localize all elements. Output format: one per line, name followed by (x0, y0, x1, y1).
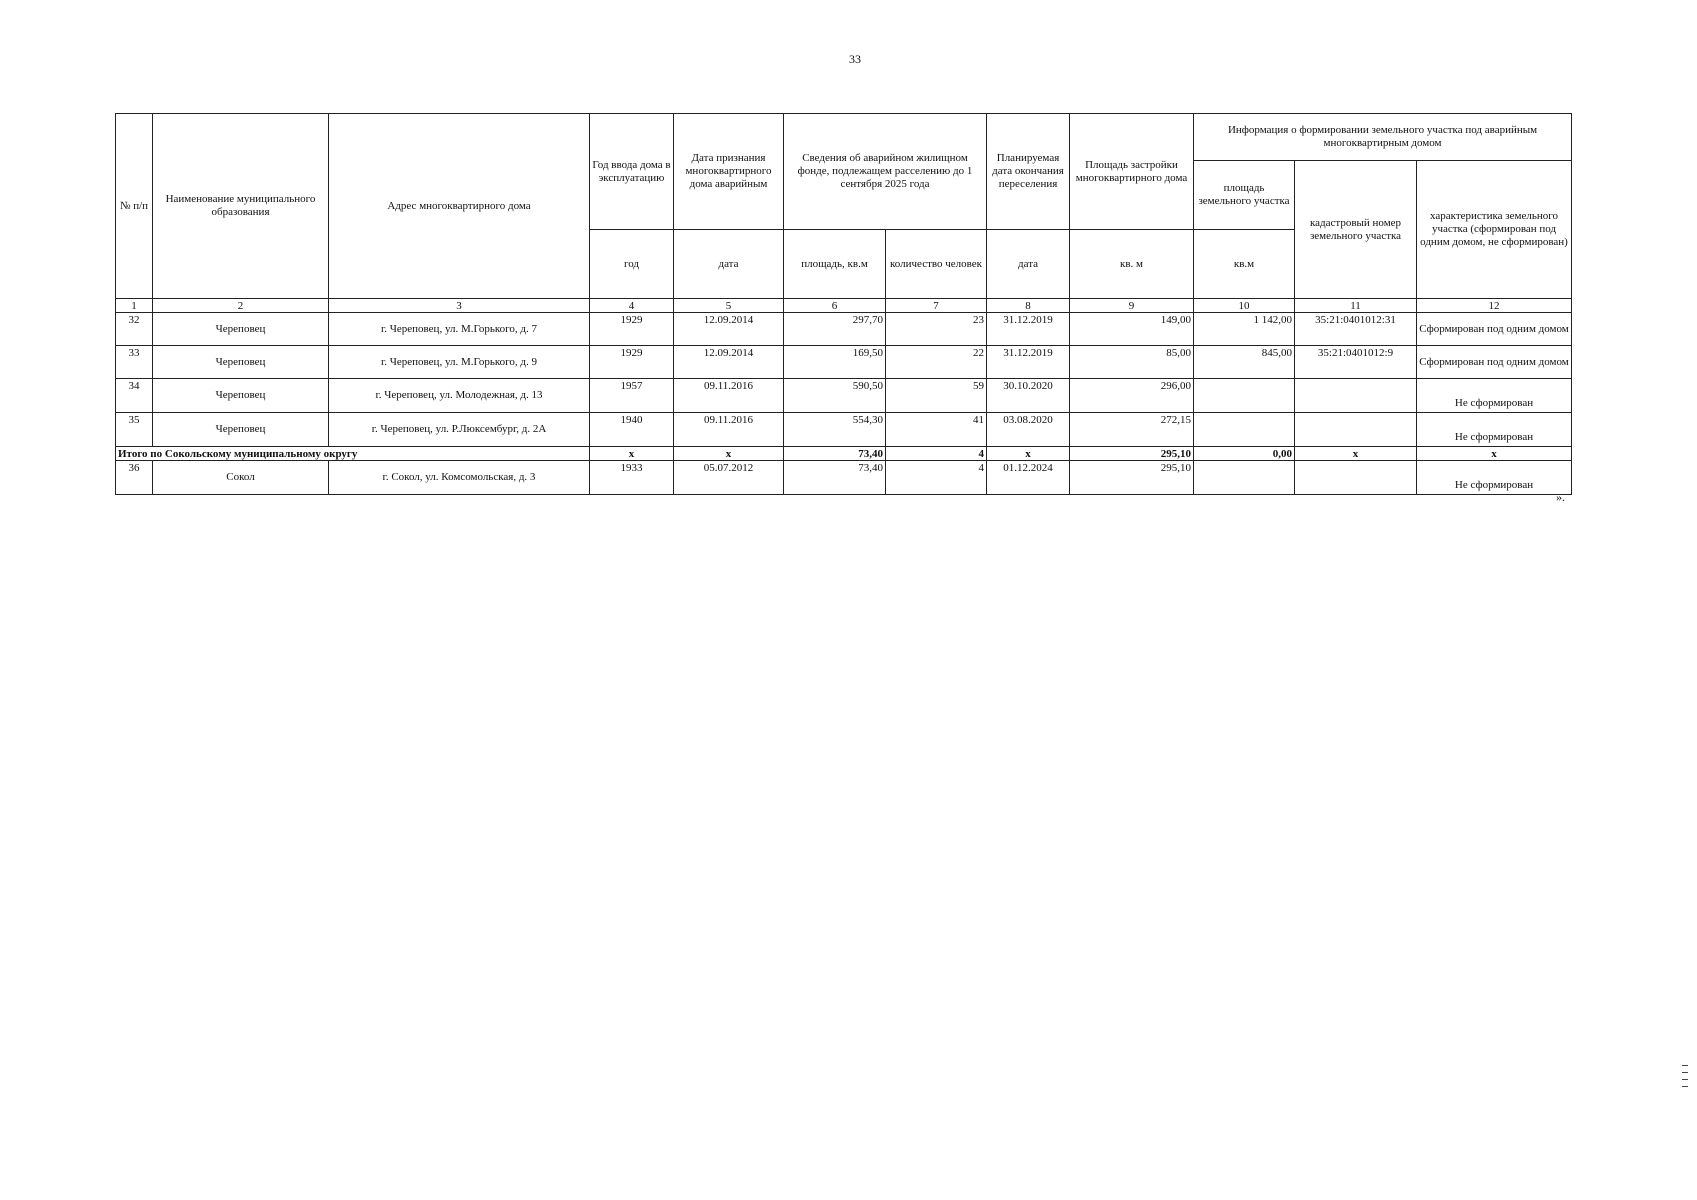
cell-land-area (1194, 461, 1295, 495)
cell-land-area: 845,00 (1194, 346, 1295, 379)
margin-tick-marks (1682, 1065, 1688, 1097)
subheader-people: количество человек (886, 230, 987, 299)
cell-area: 554,30 (784, 413, 886, 447)
cell-date: 09.11.2016 (674, 413, 784, 447)
subheader-land-sqm: кв.м (1194, 230, 1295, 299)
header-num: № п/п (116, 114, 153, 299)
cell-address: г. Череповец, ул. Молодежная, д. 13 (329, 379, 590, 413)
cell-year: 1929 (590, 346, 674, 379)
cell-date: 12.09.2014 (674, 346, 784, 379)
cell-address: г. Сокол, ул. Комсомольская, д. 3 (329, 461, 590, 495)
cell-area: 590,50 (784, 379, 886, 413)
total-date: x (674, 447, 784, 461)
header-date-recognized: Дата признания многоквартирного дома аварийным (674, 114, 784, 230)
column-number: 12 (1417, 299, 1572, 313)
column-number: 7 (886, 299, 987, 313)
cell-building-area: 272,15 (1070, 413, 1194, 447)
cell-year: 1940 (590, 413, 674, 447)
cell-building-area: 295,10 (1070, 461, 1194, 495)
cell-people: 59 (886, 379, 987, 413)
column-number: 9 (1070, 299, 1194, 313)
cell-area: 73,40 (784, 461, 886, 495)
cell-building-area: 149,00 (1070, 313, 1194, 346)
header-planned-date: Планируемая дата окончания переселения (987, 114, 1070, 230)
cell-land-area (1194, 379, 1295, 413)
cell-area: 297,70 (784, 313, 886, 346)
cell-land-char: Не сформирован (1417, 461, 1572, 495)
header-land-info: Информация о формировании земельного участка под аварийным многоквартирным домом (1194, 114, 1572, 161)
cell-cadastral (1295, 413, 1417, 447)
cell-land-char: Сформирован под одним домом (1417, 313, 1572, 346)
header-building-area: Площадь застройки многоквартирного дома (1070, 114, 1194, 230)
cell-municipality: Череповец (153, 313, 329, 346)
cell-land-area: 1 142,00 (1194, 313, 1295, 346)
column-number: 11 (1295, 299, 1417, 313)
cell-municipality: Череповец (153, 379, 329, 413)
total-land-char: x (1417, 447, 1572, 461)
column-number: 4 (590, 299, 674, 313)
cell-year: 1929 (590, 313, 674, 346)
cell-land-char: Не сформирован (1417, 379, 1572, 413)
cell-land-area (1194, 413, 1295, 447)
cell-address: г. Череповец, ул. М.Горького, д. 9 (329, 346, 590, 379)
cell-num: 35 (116, 413, 153, 447)
cell-date: 05.07.2012 (674, 461, 784, 495)
cell-municipality: Сокол (153, 461, 329, 495)
total-building-area: 295,10 (1070, 447, 1194, 461)
column-number: 5 (674, 299, 784, 313)
cell-planned-date: 31.12.2019 (987, 346, 1070, 379)
cell-cadastral: 35:21:0401012:9 (1295, 346, 1417, 379)
cell-num: 36 (116, 461, 153, 495)
cell-planned-date: 01.12.2024 (987, 461, 1070, 495)
cell-building-area: 296,00 (1070, 379, 1194, 413)
cell-people: 23 (886, 313, 987, 346)
subheader-building-sqm: кв. м (1070, 230, 1194, 299)
total-cadastral: x (1295, 447, 1417, 461)
cell-planned-date: 31.12.2019 (987, 313, 1070, 346)
emergency-housing-table-wrap (115, 113, 1571, 495)
subheader-area: площадь, кв.м (784, 230, 886, 299)
total-label: Итого по Сокольскому муниципальному округу (116, 447, 590, 461)
total-year: x (590, 447, 674, 461)
cell-people: 41 (886, 413, 987, 447)
table-row (116, 313, 1572, 346)
column-number: 1 (116, 299, 153, 313)
cell-people: 4 (886, 461, 987, 495)
cell-cadastral (1295, 379, 1417, 413)
cell-num: 33 (116, 346, 153, 379)
subheader-date: дата (674, 230, 784, 299)
header-land-char: характеристика земельного участка (сформирован под одним домом, не сформирован) (1417, 161, 1572, 299)
cell-year: 1933 (590, 461, 674, 495)
cell-address: г. Череповец, ул. Р.Люксембург, д. 2А (329, 413, 590, 447)
cell-people: 22 (886, 346, 987, 379)
cell-municipality: Череповец (153, 413, 329, 447)
header-cadastral: кадастровый номер земельного участка (1295, 161, 1417, 299)
cell-date: 12.09.2014 (674, 313, 784, 346)
subheader-year: год (590, 230, 674, 299)
table-row (116, 413, 1572, 447)
total-row (116, 447, 1572, 461)
total-planned-date: x (987, 447, 1070, 461)
column-number: 8 (987, 299, 1070, 313)
cell-municipality: Череповец (153, 346, 329, 379)
total-people: 4 (886, 447, 987, 461)
cell-address: г. Череповец, ул. М.Горького, д. 7 (329, 313, 590, 346)
total-area: 73,40 (784, 447, 886, 461)
column-number: 3 (329, 299, 590, 313)
cell-land-char: Не сформирован (1417, 413, 1572, 447)
cell-date: 09.11.2016 (674, 379, 784, 413)
total-land-area: 0,00 (1194, 447, 1295, 461)
page-number: 33 (849, 52, 861, 66)
header-address: Адрес многоквартирного дома (329, 114, 590, 299)
subheader-planned-date: дата (987, 230, 1070, 299)
header-municipality: Наименование муниципального образования (153, 114, 329, 299)
column-number: 2 (153, 299, 329, 313)
table-row (116, 379, 1572, 413)
cell-planned-date: 03.08.2020 (987, 413, 1070, 447)
cell-cadastral (1295, 461, 1417, 495)
header-fund-info: Сведения об аварийном жилищном фонде, подлежащем расселению до 1 сентября 2025 года (784, 114, 987, 230)
table-row (116, 461, 1572, 495)
column-number-row (116, 299, 1572, 313)
column-number: 10 (1194, 299, 1295, 313)
cell-land-char: Сформирован под одним домом (1417, 346, 1572, 379)
table-row (116, 346, 1572, 379)
cell-num: 34 (116, 379, 153, 413)
cell-year: 1957 (590, 379, 674, 413)
cell-planned-date: 30.10.2020 (987, 379, 1070, 413)
column-number: 6 (784, 299, 886, 313)
cell-building-area: 85,00 (1070, 346, 1194, 379)
closing-quote-mark: ». (1556, 490, 1565, 504)
cell-num: 32 (116, 313, 153, 346)
header-land-area: площадь земельного участка (1194, 161, 1295, 230)
emergency-housing-table (115, 113, 1572, 495)
cell-area: 169,50 (784, 346, 886, 379)
header-year-built: Год ввода дома в эксплуатацию (590, 114, 674, 230)
cell-cadastral: 35:21:0401012:31 (1295, 313, 1417, 346)
